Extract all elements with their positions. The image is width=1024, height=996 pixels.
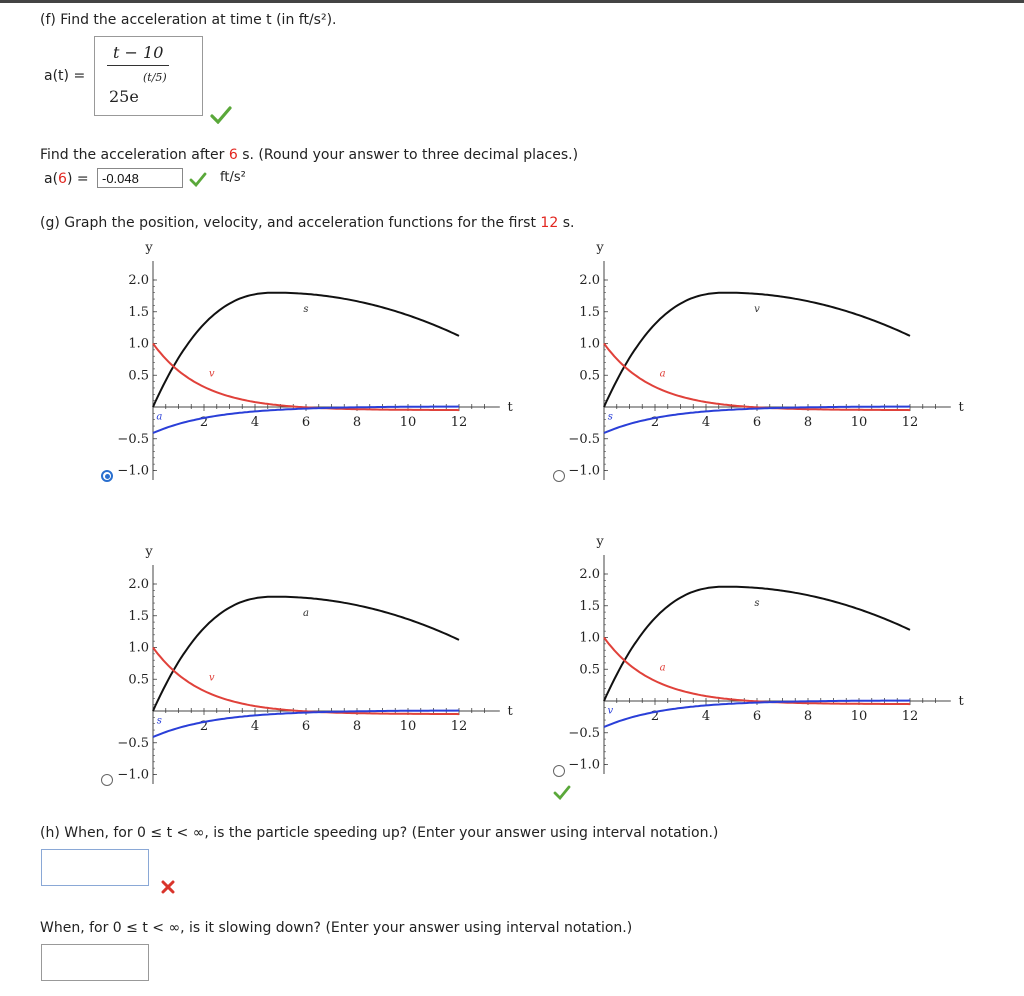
fraction-denominator-base: 25e — [109, 87, 139, 106]
fraction-exponent: (t/5) — [143, 71, 167, 84]
part-g-heading — [40, 215, 574, 231]
y-axis-label: y — [145, 544, 153, 560]
y-tick-label: −0.5 — [568, 725, 600, 741]
y-tick-label: 0.5 — [579, 368, 600, 384]
y-axis-label: y — [596, 240, 604, 256]
t-tick-label: 2 — [650, 709, 660, 724]
a6-equals: ) = — [66, 171, 89, 187]
a6-prefix: a( — [44, 171, 59, 187]
series-label-a: a — [303, 607, 309, 619]
t-tick-label: 12 — [901, 415, 919, 430]
question-suffix: s. (Round your answer to three decimal places.) — [242, 147, 579, 163]
y-tick-label: 1.0 — [128, 336, 149, 352]
y-tick-label: 0.5 — [128, 672, 149, 688]
t-tick-label: 4 — [701, 709, 711, 724]
y-tick-label: −1.0 — [117, 767, 149, 783]
y-tick-label: 2.0 — [579, 567, 600, 582]
graph-option-4-radio[interactable] — [553, 765, 565, 777]
y-tick-label: 2.0 — [579, 273, 600, 288]
part-g-suffix: s. — [562, 215, 575, 231]
t-tick-label: 10 — [850, 415, 868, 430]
slowing-down-question: When, for 0 ≤ t < ∞, is it slowing down? (Enter your answer using interval notation.) — [40, 920, 633, 936]
a-t-answer-box — [94, 36, 203, 116]
check-icon — [553, 785, 571, 800]
t-tick-label: 12 — [450, 719, 468, 734]
fraction-bar — [107, 65, 169, 66]
series-label-a: a — [659, 662, 666, 674]
a6-answer-field: -0.048 — [97, 168, 183, 188]
graph-option-1[interactable] — [93, 232, 513, 492]
question-prefix: Find the acceleration after — [40, 147, 225, 163]
y-tick-label: −0.5 — [117, 431, 149, 447]
graph-option-3-radio[interactable] — [101, 774, 113, 786]
series-label-s: s — [303, 303, 309, 315]
t-tick-label: 6 — [752, 415, 762, 430]
t-tick-label: 6 — [301, 415, 311, 430]
t-tick-label: 4 — [701, 415, 711, 430]
t-tick-label: 12 — [901, 709, 919, 724]
question-time: 6 — [228, 147, 238, 163]
t-tick-label: 8 — [803, 415, 813, 430]
series-label-v: v — [607, 705, 614, 717]
a-t-label: a(t) = — [44, 68, 86, 84]
part-f-heading: (f) Find the acceleration at time t (in ft/s²). — [40, 12, 337, 28]
graph-option-3[interactable] — [93, 536, 513, 796]
y-tick-label: 2.0 — [128, 577, 149, 592]
series-label-a: a — [156, 411, 163, 423]
speeding-up-question: (h) When, for 0 ≤ t < ∞, is the particle speeding up? (Enter your answer using interval notation.) — [40, 825, 719, 841]
graph-option-2-radio[interactable] — [553, 470, 565, 482]
series-label-s: s — [607, 411, 613, 423]
t-tick-label: 6 — [752, 709, 762, 724]
y-tick-label: 1.5 — [579, 304, 600, 320]
fraction-numerator: t − 10 — [113, 43, 164, 62]
t-axis-label: t — [507, 704, 513, 719]
y-tick-label: 1.0 — [579, 336, 600, 352]
y-tick-label: −1.0 — [568, 757, 600, 773]
series-label-v: v — [208, 368, 215, 380]
y-tick-label: 1.0 — [128, 640, 149, 656]
t-tick-label: 6 — [301, 719, 311, 734]
graph-option-2[interactable] — [544, 232, 964, 492]
y-tick-label: 0.5 — [579, 662, 600, 678]
y-tick-label: 1.5 — [128, 304, 149, 320]
check-icon — [210, 106, 232, 124]
curve-a — [604, 344, 910, 411]
series-label-s: s — [754, 597, 760, 609]
series-label-v: v — [754, 303, 760, 315]
check-icon — [189, 172, 207, 187]
acceleration-question — [40, 147, 578, 163]
t-tick-label: 2 — [199, 719, 209, 734]
t-tick-label: 8 — [352, 415, 362, 430]
t-tick-label: 4 — [250, 415, 260, 430]
y-axis-label: y — [596, 534, 604, 550]
top-border — [0, 0, 1024, 3]
graph-option-4[interactable] — [544, 526, 964, 786]
graph-option-1-radio[interactable] — [101, 470, 113, 482]
a6-unit: ft/s² — [220, 170, 246, 185]
y-tick-label: −1.0 — [568, 463, 600, 479]
t-tick-label: 8 — [803, 709, 813, 724]
part-g-prefix: (g) Graph the position, velocity, and acceleration functions for the first — [40, 215, 536, 231]
a6-time: 6 — [58, 171, 67, 187]
y-tick-label: 1.5 — [579, 598, 600, 614]
t-axis-label: t — [958, 694, 964, 709]
t-tick-label: 12 — [450, 415, 468, 430]
a6-label — [44, 171, 89, 187]
t-axis-label: t — [958, 400, 964, 415]
t-tick-label: 4 — [250, 719, 260, 734]
t-tick-label: 2 — [199, 415, 209, 430]
cross-icon — [160, 879, 176, 895]
y-tick-label: 0.5 — [128, 368, 149, 384]
t-axis-label: t — [507, 400, 513, 415]
curve-a — [604, 638, 910, 705]
y-tick-label: −0.5 — [117, 735, 149, 751]
part-g-time: 12 — [540, 215, 559, 231]
y-tick-label: −0.5 — [568, 431, 600, 447]
t-tick-label: 2 — [650, 415, 660, 430]
y-axis-label: y — [145, 240, 153, 256]
t-tick-label: 8 — [352, 719, 362, 734]
t-tick-label: 10 — [850, 709, 868, 724]
y-tick-label: 2.0 — [128, 273, 149, 288]
t-tick-label: 10 — [399, 415, 417, 430]
y-tick-label: 1.0 — [579, 630, 600, 646]
series-label-v: v — [208, 672, 215, 684]
speeding-up-input[interactable] — [41, 849, 149, 886]
y-tick-label: −1.0 — [117, 463, 149, 479]
series-label-a: a — [659, 368, 666, 380]
y-tick-label: 1.5 — [128, 608, 149, 624]
t-tick-label: 10 — [399, 719, 417, 734]
series-label-s: s — [156, 715, 162, 727]
slowing-down-input[interactable] — [41, 944, 149, 981]
curve-v — [153, 648, 459, 715]
curve-v — [153, 344, 459, 411]
